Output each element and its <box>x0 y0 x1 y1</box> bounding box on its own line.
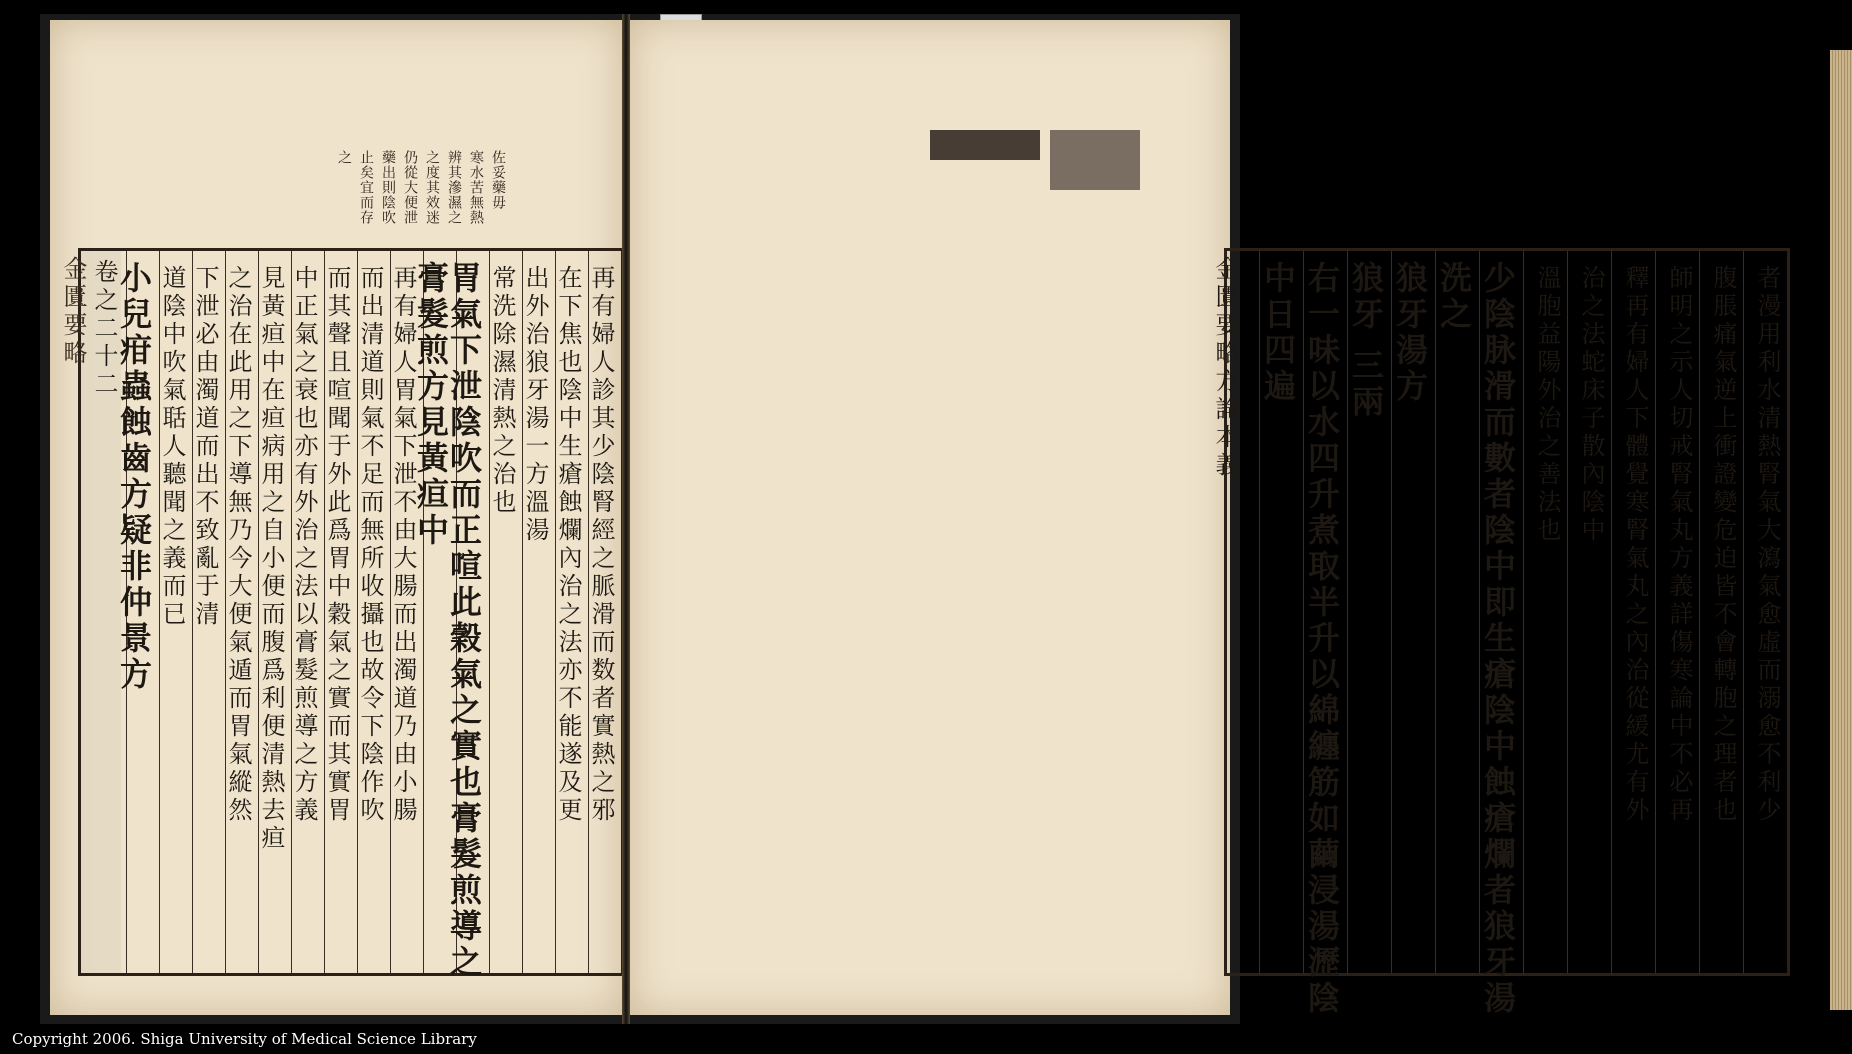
copyright-footer: Copyright 2006. Shiga University of Medical Science Library <box>12 1030 477 1048</box>
faded-seal-stamp <box>1050 130 1140 190</box>
text-column: 而其聲且喧聞于外此爲胃中穀氣之實而其實胃 <box>323 265 351 825</box>
text-column: 小兒疳蟲蝕齒方疑非仲景方 <box>115 261 153 693</box>
text-column: 者漫用利水清熱腎氣大瀉氣愈虛而溺愈不利少 <box>1753 265 1781 825</box>
text-column: 胃氣下泄陰吹而正喧此穀氣之實也膏髮煎導之 <box>445 261 483 981</box>
text-column: 狼牙 三兩 <box>1347 261 1385 421</box>
left-text-frame <box>78 248 624 981</box>
right-tab-title: 金匱要略方論本義 <box>1211 256 1239 480</box>
text-column: 而出清道則氣不足而無所收攝也故令下陰作吹 <box>356 265 384 825</box>
text-column: 出外治狼牙湯一方溫湯 <box>521 265 549 545</box>
right-page <box>630 20 1781 1017</box>
column-rule <box>1699 251 1700 973</box>
text-column: 師明之示人切戒腎氣丸方義詳傷寒論中不必再 <box>1665 265 1693 825</box>
text-column: 常洗除濕清熱之治也 <box>488 265 516 517</box>
head-annotation-line: 辨其滲濕之 <box>446 150 462 225</box>
text-column: 在下焦也陰中生瘡蝕爛內治之法亦不能遂及更 <box>554 265 582 825</box>
head-annotation-line: 寒水苦無熱 <box>468 150 484 225</box>
text-column: 中日四遍 <box>1259 261 1297 405</box>
text-column: 道陰中吹氣聒人聽聞之義而已 <box>158 265 186 629</box>
text-column: 下泄必由濁道而出不致亂于清 <box>191 265 219 629</box>
text-column: 釋再有婦人下體覺寒腎氣丸之內治從緩尤有外 <box>1621 265 1649 825</box>
head-annotation-line: 仍從大便泄 <box>402 150 418 225</box>
column-rule <box>1611 251 1612 973</box>
column-rule <box>1523 251 1524 973</box>
page-edge <box>1830 50 1852 1010</box>
right-text-frame <box>1224 248 1790 1017</box>
head-annotation-line: 止矣宜而存 <box>358 150 374 225</box>
volume-label: 卷之二十二 <box>90 259 118 399</box>
text-column: 狼牙湯方 <box>1391 261 1429 405</box>
text-column: 之治在此用之下導無乃今大便氣遁而胃氣縱然 <box>224 265 252 825</box>
text-column: 溫胞益陽外治之善法也 <box>1533 265 1561 545</box>
faded-seal-stamp <box>930 130 1040 160</box>
text-column: 洗之 <box>1435 261 1473 333</box>
column-rule <box>1435 251 1436 973</box>
column-rule <box>1743 251 1744 973</box>
text-column: 再有婦人胃氣下泄不由大腸而出濁道乃由小腸 <box>389 265 417 825</box>
column-rule <box>1567 251 1568 973</box>
left-page <box>50 20 622 1015</box>
left-tab-title: 金匱要略 <box>59 256 87 368</box>
column-rule <box>1655 251 1656 973</box>
head-annotation-line: 藥出則陰吹 <box>380 150 396 225</box>
text-column: 見黃疸中在疸病用之自小便而腹爲利便清熱去疸 <box>257 265 285 853</box>
book-spread <box>40 14 1781 1024</box>
gutter <box>622 14 630 1024</box>
text-column: 腹脹痛氣逆上衝證變危迫皆不會轉胞之理者也 <box>1709 265 1737 825</box>
head-annotation-line: 之度其效迷 <box>424 150 440 225</box>
text-column: 再有婦人診其少陰腎經之脈滑而数者實熱之邪 <box>587 265 615 825</box>
text-column: 膏髮煎方見黃疸中 <box>412 261 450 549</box>
head-annotation-line: 佐妥藥毋 <box>490 150 506 210</box>
text-column: 少陰脉滑而數者陰中即生瘡陰中蝕瘡爛者狼牙湯 <box>1479 261 1517 1017</box>
text-column: 中正氣之衰也亦有外治之法以膏髮煎導之方義 <box>290 265 318 825</box>
head-annotation-line: 之 <box>336 150 352 165</box>
text-column: 右一味以水四升煮取半升以綿纏筋如繭浸湯瀝陰 <box>1303 261 1341 1017</box>
text-column: 治之法蛇床子散內陰中 <box>1577 265 1605 545</box>
